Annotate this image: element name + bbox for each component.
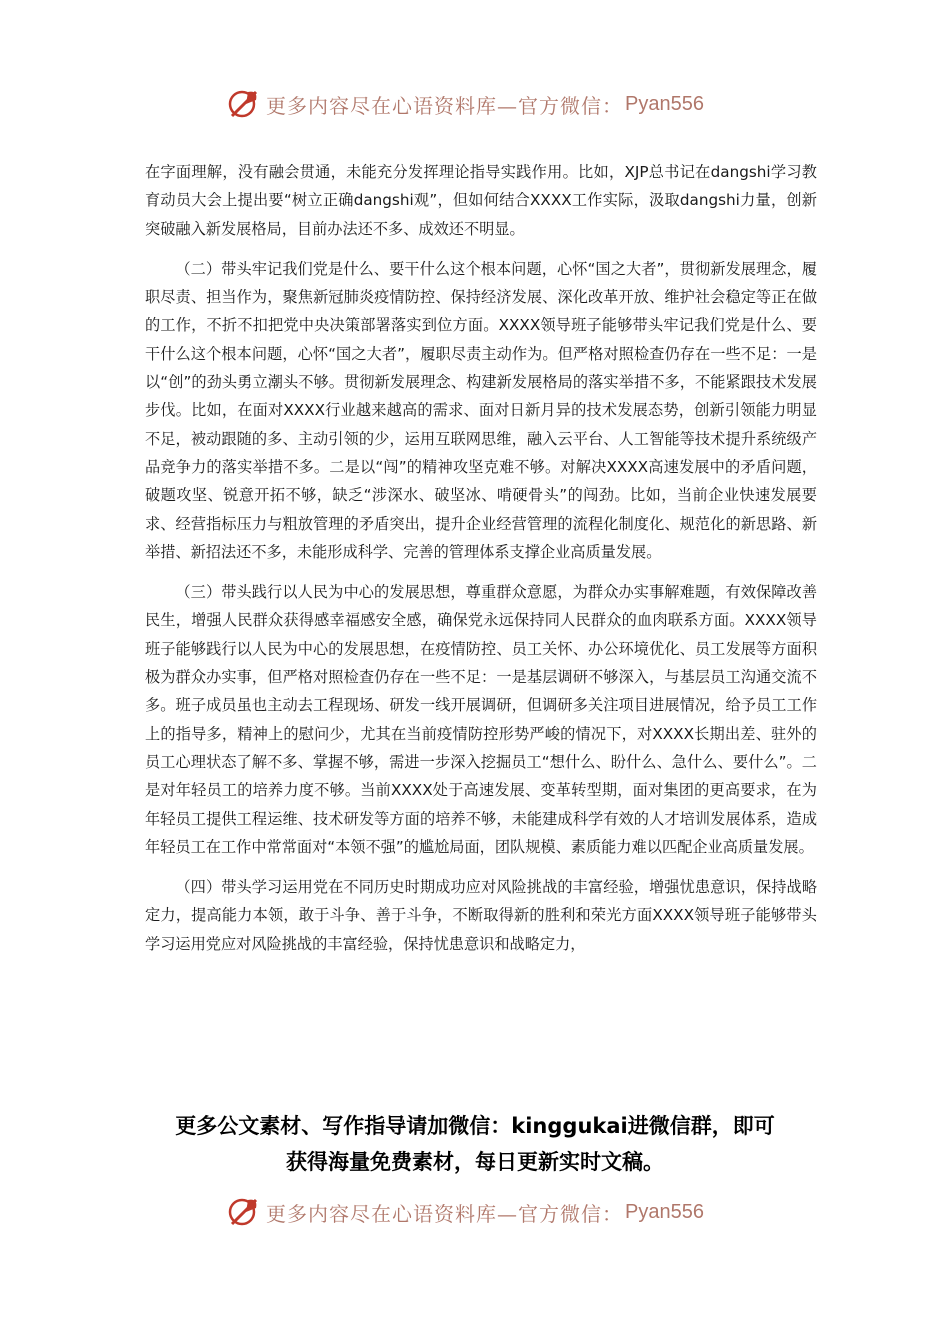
paragraph-section-4: （四）带头学习运用党在不同历史时期成功应对风险挑战的丰富经验，增强忧患意识，保持战略定力，提高能力本领，敢于斗争、善于斗争，不断取得新的胜利和荣光方面XXXX领导班子能够带头学习运用党应对风险挑战的丰富经验，保持忧患意识和战略定力， bbox=[145, 878, 817, 953]
watermark-id: Pyan556 bbox=[625, 1200, 704, 1223]
promo-banner bbox=[140, 1108, 810, 1180]
paragraph-continuation: 在字面理解，没有融会贯通，未能充分发挥理论指导实践作用。比如，XJP总书记在dangshi学习教育动员大会上提出要“树立正确dangshi观”，但如何结合XXXX工作实际，汲取dangshi力量，创新突破融入新发展格局，目前办法还不多、成效还不明显。 bbox=[145, 163, 817, 238]
quill-logo-icon bbox=[226, 86, 262, 122]
quill-logo-icon bbox=[226, 1194, 262, 1230]
watermark-text: 更多内容尽在心语资料库—官方微信： bbox=[266, 93, 623, 118]
watermark-header bbox=[226, 86, 704, 122]
watermark-footer bbox=[226, 1194, 704, 1230]
promo-line-1: 更多公文素材、写作指导请加微信：kinggukai进微信群，即可 bbox=[175, 1114, 775, 1138]
watermark-text: 更多内容尽在心语资料库—官方微信： bbox=[266, 1201, 623, 1226]
watermark-id: Pyan556 bbox=[625, 92, 704, 115]
promo-line-2: 获得海量免费素材，每日更新实时文稿。 bbox=[286, 1150, 664, 1174]
document-body bbox=[145, 158, 817, 970]
paragraph-section-2: （二）带头牢记我们党是什么、要干什么这个根本问题，心怀“国之大者”，贯彻新发展理念，履职尽责、担当作为，聚焦新冠肺炎疫情防控、保持经济发展、深化改革开放、维护社会稳定等正在做的工作，不折不扣把党中央决策部署落实到位方面。XXXX领导班子能够带头牢记我们党是什么、要干什么这个根本问题，心怀“国之大者”，履职尽责主动作为。但严格对照检查仍存在一些不足：一是以“创”的劲头勇立潮头不够。贯彻新发展理念、构建新发展格局的落实举措不多，不能紧跟技术发展步伐。比如，在面对XXXX行业越来越高的需求、面对日新月异的技术发展态势，创新引领能力明显不足，被动跟随的多、主动引领的少，运用互联网思维，融入云平台、人工智能等技术提升系统级产品竞争力的落实举措不多。二是以“闯”的精神攻坚克难不够。对解决XXXX高速发展中的矛盾问题，破题攻坚、锐意开拓不够，缺乏“涉深水、破坚冰、啃硬骨头”的闯劲。比如，当前企业快速发展要求、经营指标压力与粗放管理的矛盾突出，提升企业经营管理的流程化制度化、规范化的新思路、新举措、新招法还不多，未能形成科学、完善的管理体系支撑企业高质量发展。 bbox=[145, 259, 817, 561]
paragraph-section-3: （三）带头践行以人民为中心的发展思想，尊重群众意愿，为群众办实事解难题，有效保障改善民生，增强人民群众获得感幸福感安全感，确保党永远保持同人民群众的血肉联系方面。XXXX领导班子能够践行以人民为中心的发展思想，在疫情防控、员工关怀、办公环境优化、员工发展等方面积极为群众办实事，但严格对照检查仍存在一些不足：一是基层调研不够深入，与基层员工沟通交流不多。班子成员虽也主动去工程现场、研发一线开展调研，但调研多关注项目进展情况，给予员工工作上的指导多，精神上的慰问少，尤其在当前疫情防控形势严峻的情况下，对XXXX长期出差、驻外的员工心理状态了解不多、掌握不够，需进一步深入挖掘员工“想什么、盼什么、急什么、要什么”。二是对年轻员工的培养力度不够。当前XXXX处于高速发展、变革转型期，面对集团的更高要求，在为年轻员工提供工程运维、技术研发等方面的培养不够，未能建成科学有效的人才培训发展体系，造成年轻员工在工作中常常面对“本领不强”的尴尬局面，团队规模、素质能力难以匹配企业高质量发展。 bbox=[145, 583, 817, 856]
